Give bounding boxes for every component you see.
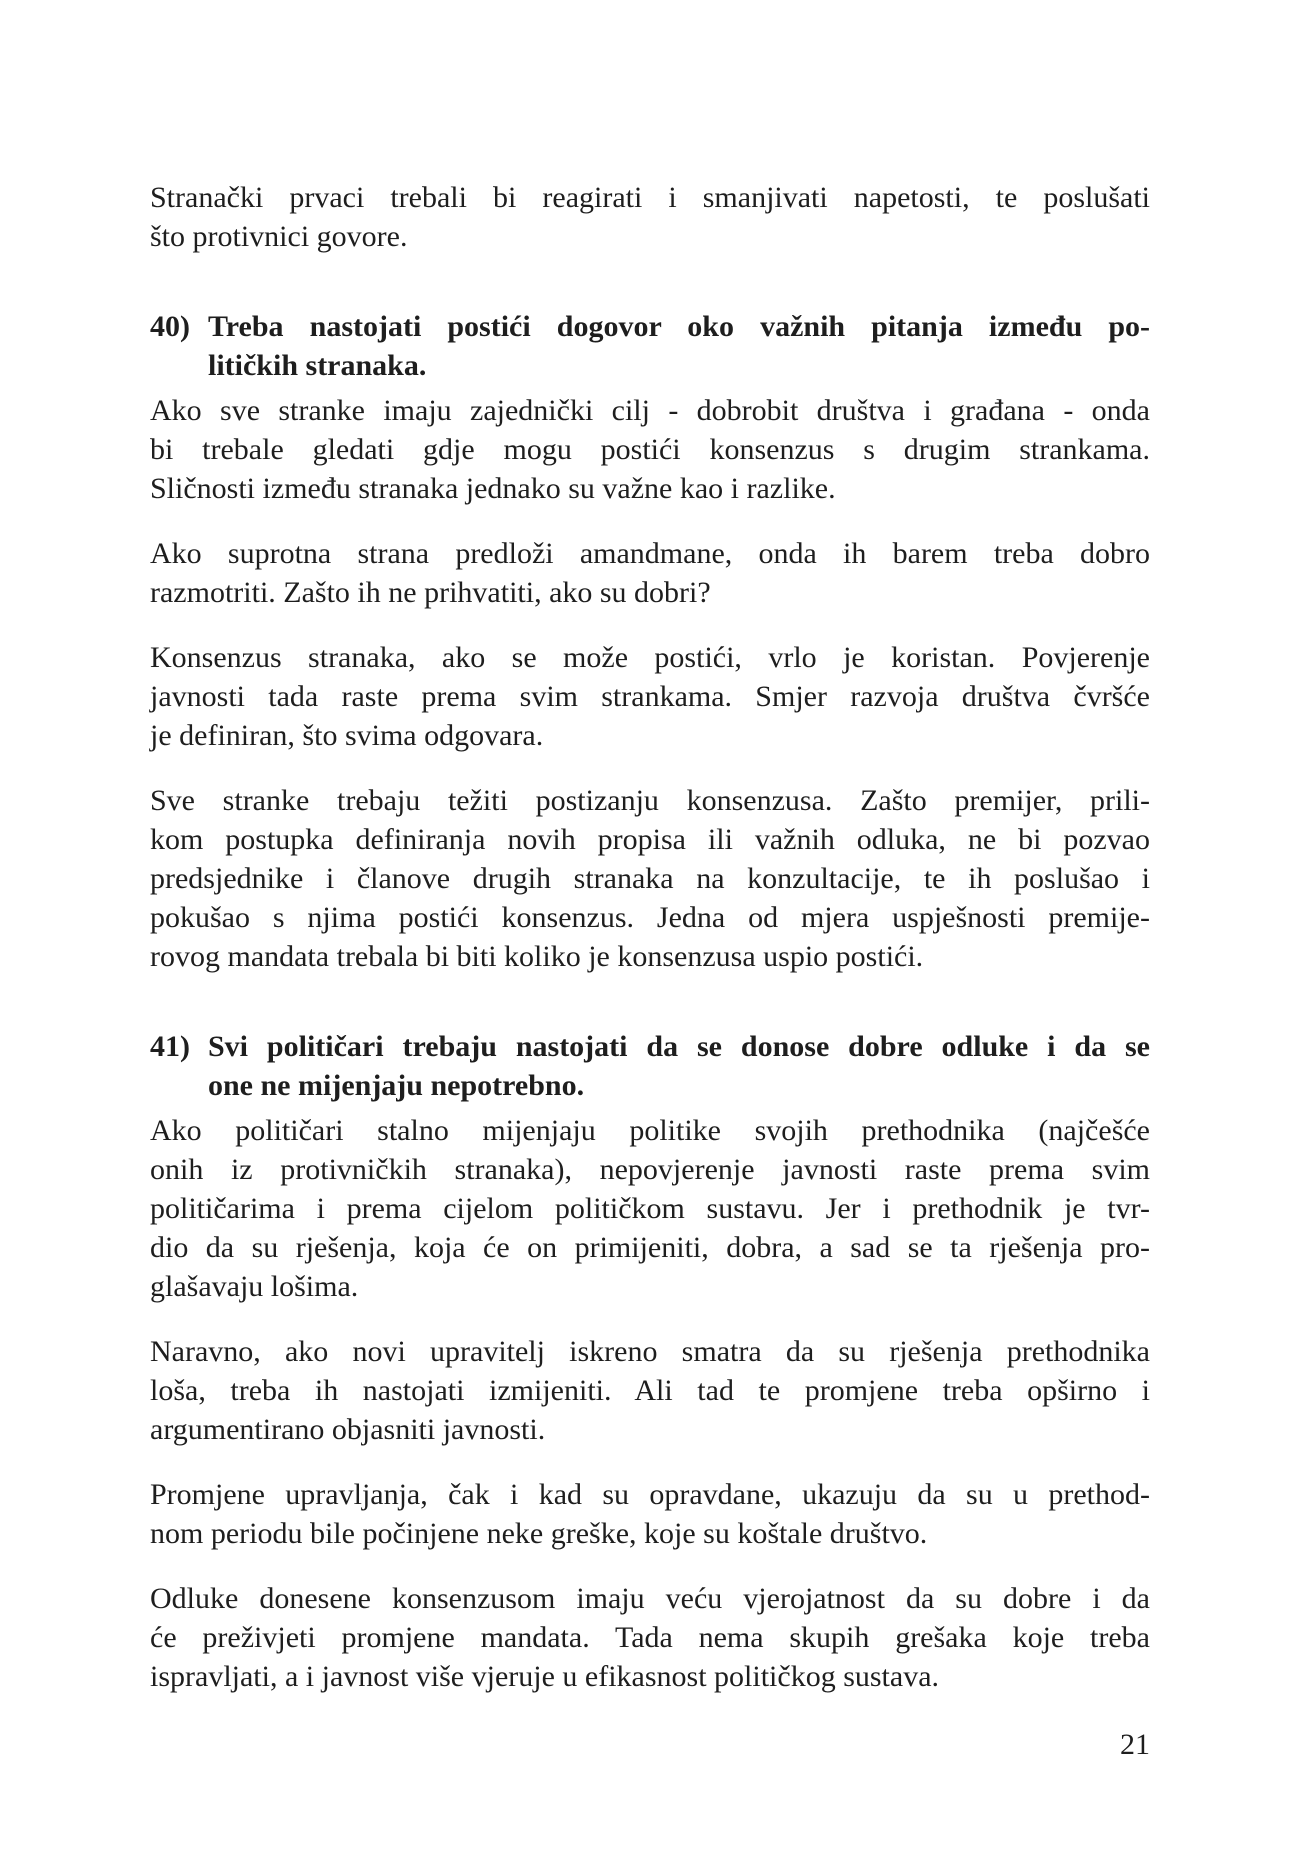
text-line: rovog mandata trebala bi biti koliko je konsenzusa uspio postići. [150, 940, 924, 973]
text-line: Svi političari trebaju nastojati da se donose dobre odluke i da se [208, 1030, 1150, 1063]
text-line: one ne mijenjaju nepotrebno. [208, 1069, 585, 1102]
section-heading [150, 307, 1150, 385]
text-line: bi trebale gledati gdje mogu postići konsenzus s drugim strankama. [150, 433, 1150, 466]
text-line: Promjene upravljanja, čak i kad su opravdane, ukazuju da su u prethod- [150, 1478, 1150, 1511]
text-line: litičkih stranaka. [208, 349, 427, 382]
text-line: će preživjeti promjene mandata. Tada nema skupih grešaka koje treba [150, 1621, 1150, 1654]
text-line: Ako suprotna strana predloži amandmane, onda ih barem treba dobro [150, 537, 1150, 570]
paragraph [150, 1332, 1150, 1449]
section-heading [150, 1027, 1150, 1105]
text-line: dio da su rješenja, koja će on primijeniti, dobra, a sad se ta rješenja pro- [150, 1231, 1150, 1264]
text-line: loša, treba ih nastojati izmijeniti. Ali tad te promjene treba opširno i [150, 1374, 1150, 1407]
section-number: 41) [150, 1030, 190, 1063]
paragraph [150, 178, 1150, 256]
paragraph [150, 781, 1150, 976]
text-line: je definiran, što svima odgovara. [150, 719, 544, 752]
text-line: Konsenzus stranaka, ako se može postići, vrlo je koristan. Povjerenje [150, 641, 1150, 674]
paragraph [150, 534, 1150, 612]
text-line: argumentirano objasniti javnosti. [150, 1413, 546, 1446]
page-content [150, 178, 1150, 1764]
paragraph [150, 391, 1150, 508]
text-line: Odluke donesene konsenzusom imaju veću vjerojatnost da su dobre i da [150, 1582, 1150, 1615]
text-line: razmotriti. Zašto ih ne prihvatiti, ako su dobri? [150, 576, 711, 609]
text-line: javnosti tada raste prema svim strankama. Smjer razvoja društva čvršće [150, 680, 1150, 713]
text-line: glašavaju lošima. [150, 1270, 359, 1303]
text-line: pokušao s njima postići konsenzus. Jedna od mjera uspješnosti premije- [150, 901, 1150, 934]
paragraph [150, 1111, 1150, 1306]
text-line: Naravno, ako novi upravitelj iskreno smatra da su rješenja prethodnika [150, 1335, 1150, 1368]
text-line: Stranački prvaci trebali bi reagirati i smanjivati napetosti, te poslušati [150, 181, 1150, 214]
text-line: onih iz protivničkih stranaka), nepovjerenje javnosti raste prema svim [150, 1153, 1150, 1186]
text-line: Ako političari stalno mijenjaju politike svojih prethodnika (najčešće [150, 1114, 1150, 1147]
paragraph [150, 1579, 1150, 1696]
text-line: nom periodu bile počinjene neke greške, koje su koštale društvo. [150, 1517, 928, 1550]
page-number: 21 [1120, 1728, 1150, 1761]
section-number: 40) [150, 310, 190, 343]
text-line: Ako sve stranke imaju zajednički cilj - dobrobit društva i građana - onda [150, 394, 1150, 427]
text-line: što protivnici govore. [150, 220, 408, 253]
paragraph [150, 1475, 1150, 1553]
paragraph [150, 638, 1150, 755]
text-line: Treba nastojati postići dogovor oko važnih pitanja između po- [208, 310, 1150, 343]
text-line: ispravljati, a i javnost više vjeruje u efikasnost političkog sustava. [150, 1660, 940, 1693]
text-line: predsjednike i članove drugih stranaka na konzultacije, te ih poslušao i [150, 862, 1150, 895]
text-line: kom postupka definiranja novih propisa ili važnih odluka, ne bi pozvao [150, 823, 1150, 856]
text-line: političarima i prema cijelom političkom sustavu. Jer i prethodnik je tvr- [150, 1192, 1150, 1225]
text-line: Sve stranke trebaju težiti postizanju konsenzusa. Zašto premijer, prili- [150, 784, 1150, 817]
text-line: Sličnosti između stranaka jednako su važne kao i razlike. [150, 472, 836, 505]
